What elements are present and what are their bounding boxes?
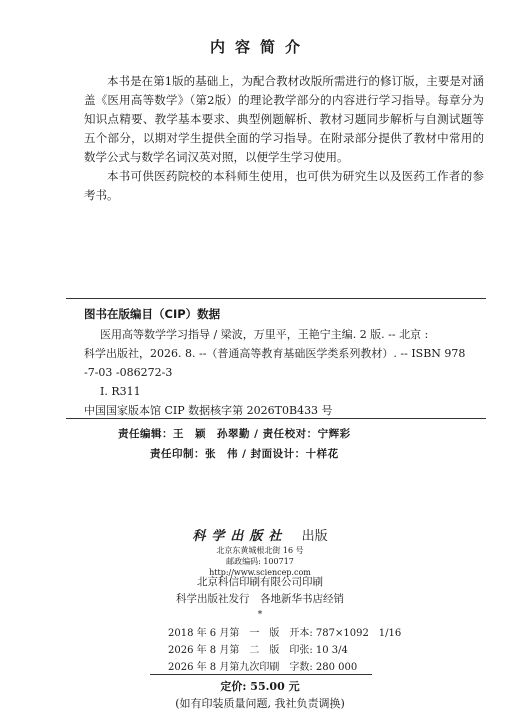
price: 定价: 55.00 元 [220,680,300,693]
cip-record [84,325,484,420]
publisher-website: http://www.sciencep.com [209,568,311,577]
cip-classification: Ⅰ. R311 [100,385,141,398]
divider-top [66,298,486,299]
cip-heading: 图书在版编目（CIP）数据 [84,307,221,321]
staff-line-1: 责任编辑：王 颖 孙翠勤 / 责任校对：宁辉彩 [118,428,351,440]
cip-record-number: 中国国家版本馆 CIP 数据核字第 2026T0B433 号 [84,404,333,417]
intro-paragraph-1: 本书是在第1版的基础上，为配合教材改版所需进行的修订版，主要是对涵盖《医用高等数学》（第2版）的理论教学部分的内容进行学习指导。每章分为知识点精要、教学基本要求、典型例题解析、教材习题同步解析与自测试题等五个部分，以期对学生提供全面的学习指导。在附录部分提供了教材中常用的数学公式与数学名词汉英对照，以便学生学习使用。 [84,74,484,164]
edition-row-1: 2018 年 6 月第 一 版 开本: 787×1092 1/16 [168,628,402,639]
cip-line-2: 科学出版社，2026. 8. --（普通高等教育基础医学类系列教材）. -- ISBN 978 [84,347,466,360]
distribution-line: 科学出版社发行 各地新华书店经销 [176,593,344,605]
intro-paragraph-2: 本书可供医药院校的本科师生使用，也可供为研究生以及医药工作者的参考书。 [84,169,484,202]
publisher-suffix: 出版 [301,529,328,544]
edition-row-2: 2026 年 8 月第 二 版 印张: 10 3/4 [168,645,348,656]
separator-star: * [257,610,263,620]
publisher-postcode: 邮政编码: 100717 [226,557,294,566]
page-title: 内容简介 [209,38,310,56]
divider-bottom [150,674,372,675]
intro-section [84,72,484,205]
cip-line-1: 医用高等数学学习指导 / 梁波，万里平，王艳宁主编. 2 版. -- 北京 : [100,328,429,341]
quality-notice: (如有印装质量问题, 我社负责调换) [175,697,345,710]
publisher-logotype: 科学出版社 [192,529,288,544]
printer-line: 北京科信印刷有限公司印刷 [197,576,323,588]
divider-middle [66,418,486,419]
publisher-address: 北京东黄城根北街 16 号 [216,546,304,555]
staff-line-2: 责任印制：张 伟 / 封面设计：十样花 [150,448,339,460]
publisher-name [0,525,520,544]
cip-line-3: -7-03 -086272-3 [84,366,173,379]
edition-row-3: 2026 年 8 月第九次印刷 字数: 280 000 [168,662,358,673]
